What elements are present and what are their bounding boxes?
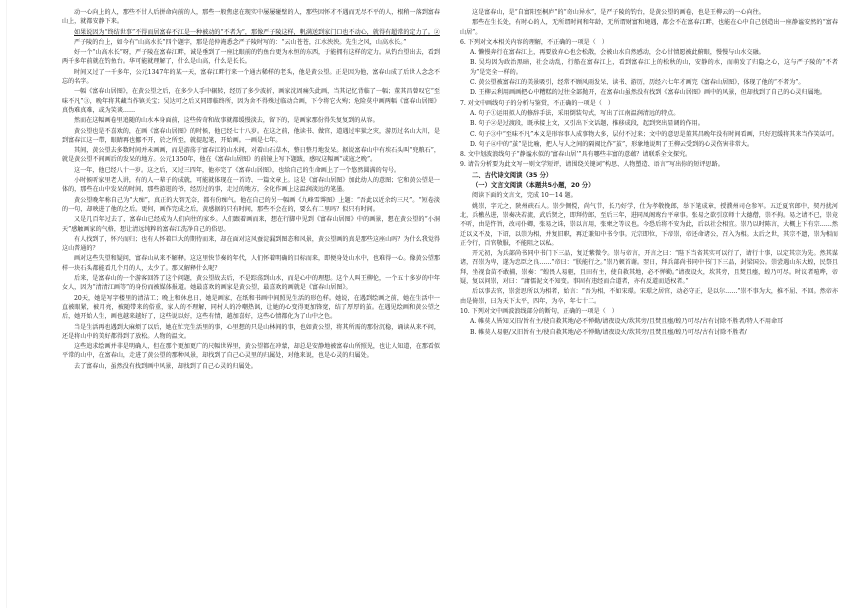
left-column-paragraph: 这一年，他已经八十一岁。这之后，又过三四年，他亦完了《富春山居图》，也给自己的生命画上了一个悠然圆满的句号。 bbox=[74, 166, 401, 174]
left-column-paragraph: 然而在这幅画卷里追随的山水本身面前，这些传奇和故事就都缓慢淡去，留下的，是画家那份得失复复到的从容。 bbox=[74, 117, 379, 125]
left-column-paragraph: 动一心向上的人，那些不甘人后拼命向前的人，那些一般焦虑在现实中屡屡碰壁的人，那些因怀才不遇而无尽不平的人，根稍一落到富春山上，就都安静下来。 bbox=[62, 9, 440, 26]
right-column-paragraph: 阅读下面的文言文，完成 10～14 题。 bbox=[472, 192, 577, 200]
right-column-paragraph: 10. 下列对文中画波浪线部分的断句，正确的一项是（ ） bbox=[460, 307, 618, 315]
left-column-paragraph: 如果说因为“终结世事”不得而居富春不江是一种被动的“不者为”，那像严子陵这样，帆满送到家门口也不动心，就得有超常的定力了。② bbox=[74, 28, 440, 36]
right-column-paragraph: A. 帷莫人皆知又旧/旨有主/使自救其地/必不惮勤/请夜设火/坎其旁/且焚且瘗/蝗乃可尽/古有讨除不胜者/特人不用命耳 bbox=[470, 318, 784, 326]
right-column-paragraph: （一）文言文阅读（本题共5小题，20 分） bbox=[472, 182, 595, 190]
left-column-paragraph: 其间，黄公望去多数时间并未画画，而是游荡于富春江的山水间，对着山石草木，整日整月地发呆。据说富春山中有埃石头叫“兜粮石”，就是黄公望不间画后的发呆的地方。公元1350年，他在《富春山居图》的前镜上写下题跋，感叹这幅画“或寇之晚”。 bbox=[62, 147, 440, 164]
left-column-paragraph: 又是几百年过去了，富春山已经成为人们向往的家乡。人们跟着画而来，想在行脚中见到《富春山居图》中的画景，想在黄公望的“小洞天”感触画家的气格，想让清远纯粹的富春江洗净自己的俗思。 bbox=[62, 216, 440, 233]
left-column-paragraph: 有人找到了，怀兴而归；也有人怀着巨大的期待而来，却在面对这风蚕淀漏到图态和风景，黄公望画的真是那些这座山吗？为什么我觉得这山普通的？ bbox=[62, 235, 440, 253]
right-column-paragraph: 9. 请告分析要为此文写一则文学短评，请围绕关键词“构思、人物塑造、语言”写出你的短评思路。 bbox=[460, 161, 724, 169]
right-column-paragraph: 那些在生长处，有时心的人，无所谓时间和年龄，无所谓财富和境遇，都会不在富春江畔，也能在心中自己创造出一座静谧安然的“富春山居”。 bbox=[460, 19, 838, 36]
right-column-paragraph: 7. 对文中画线句子的分析与鉴赏，不正确的一项是（ ） bbox=[460, 99, 615, 107]
right-column-paragraph: B. 帷莫人易驱/又旧旨有主/使自救其地/必不惮勤/请夜设火/坎其旁/且焚且瘗/蝗乃可尽/古有讨除不胜者/ bbox=[470, 328, 747, 336]
left-column-paragraph: 时间又过了一千多年，公元1347年的某一天，富春江畔行来一个通古稀样的老头，他是黄公望。正是因为他，富春山成了后世人念念不忘的名字。 bbox=[62, 68, 440, 86]
right-column-paragraph: A. 懒慢奔行在富春江上，再要放弃心也会松散，会被山水自然感动，会心甘情愿被此俯眼，慢慢与山水交融。 bbox=[470, 49, 765, 57]
left-column-paragraph: 小时候听家里老人讲，有的人一辈子的成就，可能就体现在一首诗、一篇文章上。这是《富春山居图》加此幼人的意图；它和黄公望是一体的，那些在山中发呆的时间，那些游逛的爷，经历过的事，走过的地方，全化作画上这温润淡远的笔墨。 bbox=[62, 177, 440, 194]
right-column-paragraph: 开元初，为兵部尚书同中书门下三品，复迁紫微令。崇与帝言，开言之曰：“陛下当省其实可以行了，请行十事，以定其宗为先。然其谋诸，召崇为卑，遂为忠臣之良……”帝曰：“朕能行之。”崇乃顿首谢。翌日，拜兵部尚书同中书门下三品，封梁国公。崇尝遇山东大蝗，民祭且拜，坐视食苗不敢捕，崇奏：“蝗畏人易驱，且田有主，使自救其地，必不惮勤。”请夜设火，坎其旁，且焚且瘗，蝗乃可尽。时议者喧哗，帝疑，复以问崇，对曰：“庸儒泥文不知变。事固有违经而合道者，亦有反道而适权者。” bbox=[460, 250, 838, 286]
right-column-paragraph: 姚崇，字元之，陕州硖石人。崇少倜傥，尚气节，长乃好学，仕为孝敬挽郎，举下笔成章，授濮州司仓参军。五迁夏官郎中，契丹扰河北，兵檄丛进，崇奏决若流，武后贤之，即拜侍郎，至后三年，进同凤阁鸾台平章事。张易之欲引京师十大德僧，崇不拘。易之请不已，崇竟不听，由是忤旨，改司仆卿，张易之诛，崇以言用，张柬之等议也。今恐后将不安为此，后以社会相宜。崇乃以时陈言，大概上下有宗……然迁以义不及，下诏，以崇为相，并复旧职，再迁兼知中书令事。元宗即位，下帝崇，帝还命诸公，召入为相。太后之世，其宗不遗，崇为相而正令行，百官敬服，不能阻之以私。 bbox=[460, 202, 838, 247]
left-column-paragraph: 画对这些失望和疑问，富春山从来不解释。这这里快节奏的年代，人们怀着明确的目标而来，即便身处山水中，也难得一心。像黄公望那样一块石头都能看几个月的人，太少了。那又解释什么呢？ bbox=[62, 255, 440, 272]
right-column-paragraph: 6. 下列对文本相关内容的理解，不正确的一项是（ ） bbox=[460, 38, 608, 46]
right-column-paragraph: D. 句子④中的“茧”是比喻，把人与人之间的隔阂比作“茧”，形象地说明了王柳云受到的心灵伤害非常大。 bbox=[470, 140, 754, 148]
right-column-paragraph: C. 黄公望被富春江的美景吸引，经常不顾风雨发呆、读书、游历，历经六七年才画完《富春山居图》，体现了他的“不者为”。 bbox=[470, 79, 805, 87]
right-column-paragraph: B. 句子②是过渡段，既承接上文，又引出下文话题，推移成段，起到突出显调的作用。 bbox=[470, 120, 704, 128]
left-column-paragraph: 20天，她是写字楼里的清洁工；晚上和休息日，她是画家，在纸和书画中间照见生活的形色样。她说，在遇到绘画之前，她在生活中一直被眼紧，被月亮，被随带来的俗重，家人的不理解，同村人的冷嘲热讽，让她的心变得更加锋宽，结了厚厚的茧。在遇见绘画和黄公望之后，她开始人生，画也越来越好了，这些说以好，这些有情，越加喜好，这些心情都化为了山中之色。 bbox=[62, 294, 440, 321]
left-column-paragraph: 后来，是富春山的一个游客回答了这个问题，黄公望故去后，不是踪荡到山水，而是心中的理想。这个人叫王柳伦，一个五十多岁的中年女人，因为“清清江画等”的身份而被媒体报道。她最喜欢的画家是黄公望，最喜欢的画就是《富春山居图》。 bbox=[62, 275, 440, 292]
left-column-paragraph: 黄公望晚年称自己为“大痴”，真正的大智无奈，都有份痴气。他在自己的另一幅画《九峰雪霁图》上题：“吾此以近余约三尺”。“短卷淡的一句，却映进了他的之后。更何，画作完成之后，黄感据的只有时间，那些不会在的，要么有二里吗？似只有时间。 bbox=[62, 196, 440, 213]
left-column-paragraph: 去了富春山，虽然没有找到画中风景，却找到了自己心灵的归属处。 bbox=[74, 362, 257, 370]
left-column-paragraph: 这些追求绘画并非是明确人，但在那个更加更广的尺幅世界里，黄公望都在冲蒙，却总是安静地被富春山所照见，也让人知道，在那看似平常的山中，在富春山，走进了黄公望的那种风景，却找到了自己心灵里的归属处，对他来说，也是心灵的归属处。 bbox=[62, 343, 440, 360]
right-column-paragraph: C. 句子③中“至味不凡”本义是形容事人成事物大多，层付不过来；文中的意思是董其昌晚年没有时间看画，只好迟缓将其来当作笑话可。 bbox=[470, 130, 838, 138]
left-column-paragraph: 当是生活再也遇到大麻烦了以后，她在忙完生活里的事，心里想的只是山林间的事，也如黄公望，将其所需的那份沉稳，诵读从来不问，还是将山中的美好都得到了放松。人物的温文。 bbox=[62, 323, 440, 340]
right-column-paragraph: D. 王柳云利用画画把心中糟糕的过往全部抛开，在富春山虽然没有找到《富春山居图》画中的风景，但却找到了自己的心灵归属地。 bbox=[470, 89, 826, 97]
left-column-paragraph: 好一个“山高水长”呀，严子陵在富春江畔，诚是垂到了一座比眼前的钓鱼台更为永恒的东西，于能拥有这样的定力。从钓台望出去，看到两千多年前就在钓鱼台。华可能就理解了，什么是山高，什么是长长。 bbox=[62, 49, 440, 66]
right-column-paragraph: 这是富春山，是“自富阳至桐庐”的“奇山异水”，是严子陵的钓台，是黄公望的画卷，也是王柳云的一心向往。 bbox=[472, 9, 765, 16]
right-column-paragraph: 二、古代诗文阅读（35 分） bbox=[472, 171, 553, 179]
left-column-paragraph: 一幅《富春山居图》，在黄公望之后，在多少人手中辗转，经历了多少波折，画家沈周痛失此画，当其记忆背临了一幅；董其昌曾叹它“至味不凡”③，晚年将其藏当作镇关宝；吴达可之后又同即临终所，因为舍不得殊过临动合画，下令将它火殉；危险莫中画两幅《富春山居图》真伪难真难，或为笑谈…… bbox=[62, 88, 440, 114]
right-column-paragraph: 后以事去官，崇尝思所以为相者，始言：“吾为相，不如宋璟。宋璟之居官，动必守正，是以尔……”崇不事为大，推不屈、不回。然帝亦由是倚崇，曰为天下太平，四年，为卒，年七十二。 bbox=[460, 288, 838, 305]
right-column-paragraph: A. 句子①运用拟人的修辞手法，采用倒装句式，写出了江南温润清远的特点。 bbox=[470, 109, 680, 117]
right-column bbox=[460, 8, 838, 600]
left-column bbox=[62, 8, 440, 600]
right-column-paragraph: B. 吴均因为政治黑暗，社会动乱，行船在富春江上，看到富春江上的松秋的山，安静的水，而萌发了归隐之心，这与严子陵的“不者为”是完全一样的。 bbox=[470, 59, 838, 76]
right-column-paragraph: 8. 文中划波浪线句子“静谧水似的‘富春山居’”具有哪些丰富的意蕴？请联系全文探究。 bbox=[460, 151, 692, 159]
left-column-paragraph: 黄公望也是不喜欢的，在画《富春山居图》的时候，他已经七十八岁。在这之前，他读书、做官，道遇过牢狱之灾，游历过名山大川，是到富春江这一带，眼睛再也挪不开，於之所至，就提起笔，开始画。一画是七年。 bbox=[62, 127, 440, 144]
left-column-paragraph: 严子陵的台上，如今有“山高水长”四个题字，那是范仲淹悉念严子陵时写的：“云山苍苍，江水泱泱。先生之风，山高水长。” bbox=[74, 38, 407, 46]
